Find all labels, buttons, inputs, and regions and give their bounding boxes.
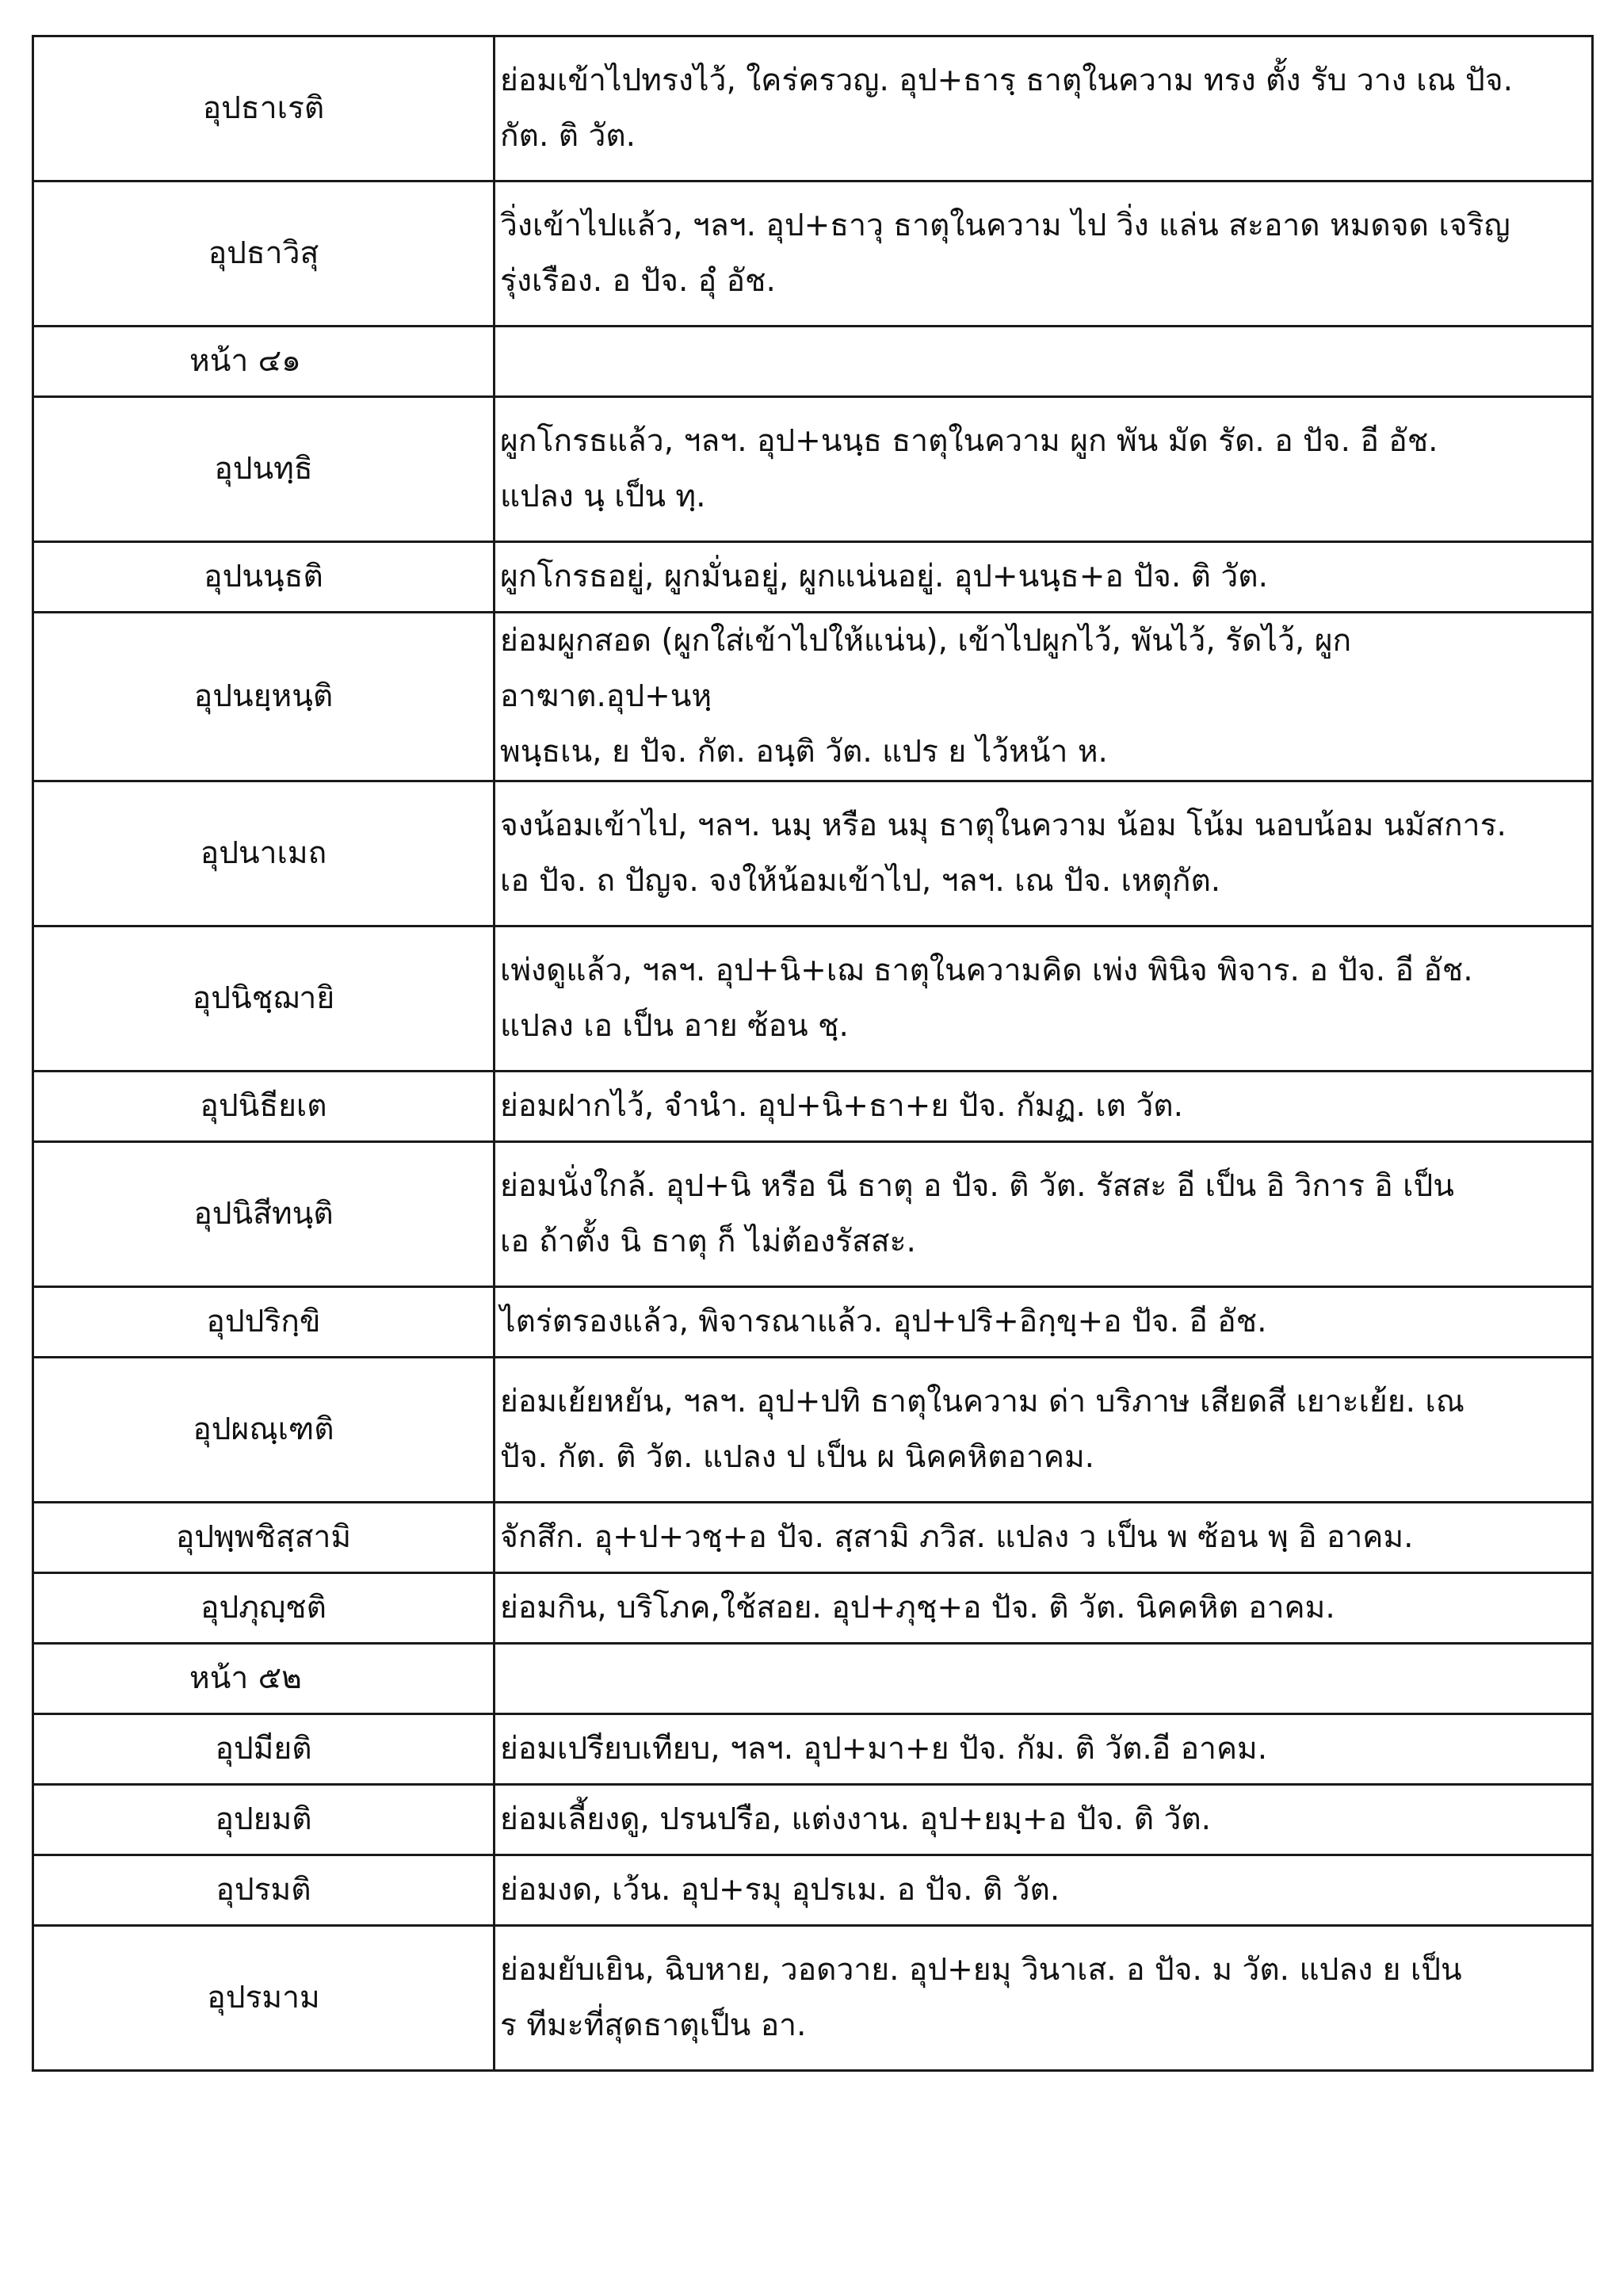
page-number-label: หน้า ๕๒: [33, 1644, 495, 1714]
empty-cell: [495, 1644, 1593, 1714]
table-row: [33, 613, 1593, 781]
term-cell: อุปปริกฺขิ: [33, 1287, 495, 1358]
term-cell: อุปมียติ: [33, 1714, 495, 1785]
definition-cell: [495, 1503, 1593, 1573]
definition-line: จักสึก. อุ+ป+วชฺ+อ ปัจ. สฺสามิ ภวิส. แปลง ว เป็น พ ซ้อน พฺ อิ อาคม.: [500, 1519, 1414, 1555]
page-number-label: หน้า ๔๑: [33, 327, 495, 397]
definition-line: วิ่งเข้าไปแล้ว, ฯลฯ. อุป+ธาวุ ธาตุในความ ไป วิ่ง แล่น สะอาด หมดจด เจริญ: [500, 208, 1510, 243]
definition-line: ย่อมงด, เว้น. อุป+รมุ อุปรเม. อ ปัจ. ติ วัต.: [500, 1872, 1060, 1908]
term-cell: อุปภุญฺชติ: [33, 1573, 495, 1644]
term-cell: อุปนาเมถ: [33, 781, 495, 926]
definition-line: ผูกโกรธอยู่, ผูกมั่นอยู่, ผูกแน่นอยู่. อุป+นนฺธ+อ ปัจ. ติ วัต.: [500, 559, 1268, 594]
term-cell: อุปนิชฺฌายิ: [33, 926, 495, 1072]
page-marker-row: [33, 327, 1593, 397]
term-cell: อุปยมติ: [33, 1785, 495, 1855]
term-cell: อุปนิสีทนฺติ: [33, 1142, 495, 1287]
definition-cell: [495, 781, 1593, 926]
table-row: [33, 1714, 1593, 1785]
definition-cell: [495, 1142, 1593, 1287]
term-cell: อุปธาเรติ: [33, 36, 495, 181]
definition-line: ย่อมยับเยิน, ฉิบหาย, วอดวาย. อุป+ยมุ วินาเส. อ ปัจ. ม วัต. แปลง ย เป็น: [500, 1952, 1462, 1988]
definition-cell: [495, 926, 1593, 1072]
table-row: [33, 181, 1593, 327]
table-row: [33, 1573, 1593, 1644]
dictionary-table-body: [33, 36, 1593, 2071]
table-row: [33, 926, 1593, 1072]
term-cell: อุปนยฺหนฺติ: [33, 613, 495, 781]
definition-cell: [495, 1785, 1593, 1855]
definition-cell: [495, 1855, 1593, 1926]
table-row: [33, 1503, 1593, 1573]
term-cell: อุปธาวิสุ: [33, 181, 495, 327]
definition-cell: [495, 36, 1593, 181]
definition-cell: [495, 1358, 1593, 1503]
table-row: [33, 1358, 1593, 1503]
term-cell: อุปนนฺธติ: [33, 542, 495, 613]
definition-line: ย่อมเย้ยหยัน, ฯลฯ. อุป+ปทิ ธาตุในความ ด่า บริภาษ เสียดสี เยาะเย้ย. เณ: [500, 1384, 1465, 1419]
definition-cell: [495, 542, 1593, 613]
term-cell: อุปนทฺธิ: [33, 397, 495, 542]
definition-cell: [495, 397, 1593, 542]
table-row: [33, 1785, 1593, 1855]
empty-cell: [495, 327, 1593, 397]
definition-line: ย่อมนั่งใกล้. อุป+นิ หรือ นี ธาตุ อ ปัจ. ติ วัต. รัสสะ อี เป็น อิ วิการ อิ เป็น: [500, 1168, 1454, 1204]
term-cell: อุปผณฺเฑติ: [33, 1358, 495, 1503]
definition-line: รุ่งเรือง. อ ปัจ. อุํ อัช.: [500, 263, 776, 299]
definition-line: ผูกโกรธแล้ว, ฯลฯ. อุป+นนฺธ ธาตุในความ ผูก พัน มัด รัด. อ ปัจ. อี อัช.: [500, 423, 1438, 459]
definition-cell: [495, 1072, 1593, 1142]
definition-cell: [495, 1287, 1593, 1358]
definition-cell: [495, 181, 1593, 327]
term-cell: อุปพฺพชิสฺสามิ: [33, 1503, 495, 1573]
term-cell: อุปรมาม: [33, 1926, 495, 2071]
table-row: [33, 1855, 1593, 1926]
table-row: [33, 1926, 1593, 2071]
definition-line: ย่อมเลี้ยงดู, ปรนปรือ, แต่งงาน. อุป+ยมฺ+อ ปัจ. ติ วัต.: [500, 1801, 1212, 1837]
definition-line: พนฺธเน, ย ปัจ. กัต. อนฺติ วัต. แปร ย ไว้หน้า ห.: [500, 734, 1108, 770]
dictionary-table: [32, 35, 1594, 2072]
definition-line: กัต. ติ วัต.: [500, 118, 636, 154]
definition-line: ย่อมผูกสอด (ผูกใส่เข้าไปให้แน่น), เข้าไปผูกไว้, พันไว้, รัดไว้, ผูกอาฆาต.อุป+นหฺ: [500, 623, 1352, 714]
definition-line: แปลง นฺ เป็น ทฺ.: [500, 479, 706, 514]
table-row: [33, 1287, 1593, 1358]
definition-line: ย่อมกิน, บริโภค,ใช้สอย. อุป+ภุชฺ+อ ปัจ. ติ วัต. นิคคหิต อาคม.: [500, 1590, 1335, 1626]
definition-line: ย่อมเปรียบเทียบ, ฯลฯ. อุป+มา+ย ปัจ. กัม. ติ วัต.อี อาคม.: [500, 1731, 1268, 1767]
definition-line: ไตร่ตรองแล้ว, พิจารณาแล้ว. อุป+ปริ+อิกฺขฺ+อ ปัจ. อี อัช.: [500, 1304, 1267, 1339]
term-cell: อุปนิธียเต: [33, 1072, 495, 1142]
definition-line: จงน้อมเข้าไป, ฯลฯ. นมฺ หรือ นมุ ธาตุในความ น้อม โน้ม นอบน้อม นมัสการ.: [500, 808, 1507, 843]
table-row: [33, 781, 1593, 926]
definition-line: เอ ปัจ. ถ ปัญจ. จงให้น้อมเข้าไป, ฯลฯ. เณ ปัจ. เหตุกัต.: [500, 863, 1221, 899]
definition-line: ปัจ. กัต. ติ วัต. แปลง ป เป็น ผ นิคคหิตอาคม.: [500, 1439, 1095, 1475]
definition-cell: [495, 613, 1593, 781]
definition-line: เพ่งดูแล้ว, ฯลฯ. อุป+นิ+เฌ ธาตุในความคิด เพ่ง พินิจ พิจาร. อ ปัจ. อี อัช.: [500, 953, 1473, 988]
definition-cell: [495, 1573, 1593, 1644]
definition-line: เอ ถ้าตั้ง นิ ธาตุ ก็ ไม่ต้องรัสสะ.: [500, 1224, 916, 1259]
page-marker-row: [33, 1644, 1593, 1714]
table-row: [33, 1142, 1593, 1287]
table-row: [33, 397, 1593, 542]
table-row: [33, 36, 1593, 181]
table-row: [33, 542, 1593, 613]
term-cell: อุปรมติ: [33, 1855, 495, 1926]
definition-line: แปลง เอ เป็น อาย ซ้อน ชฺ.: [500, 1008, 849, 1044]
table-row: [33, 1072, 1593, 1142]
definition-line: ย่อมเข้าไปทรงไว้, ใคร่ครวญ. อุป+ธารฺ ธาตุในความ ทรง ตั้ง รับ วาง เณ ปัจ.: [500, 63, 1514, 98]
definition-line: ย่อมฝากไว้, จำนำ. อุป+นิ+ธา+ย ปัจ. กัมฏ. เต วัต.: [500, 1088, 1183, 1124]
definition-line: ร ทีมะที่สุดธาตุเป็น อา.: [500, 2008, 807, 2043]
definition-cell: [495, 1926, 1593, 2071]
definition-cell: [495, 1714, 1593, 1785]
